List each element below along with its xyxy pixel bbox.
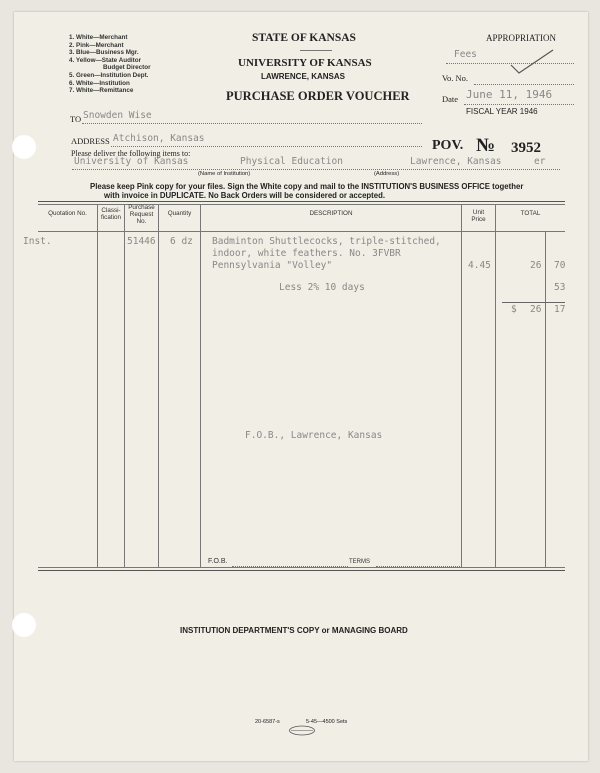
voucher-sheet [14,12,588,761]
order-number: 3952 [511,140,541,156]
vendor-address: Atchison, Kansas [113,133,205,144]
legend-item: 2. Pink—Merchant [69,41,124,49]
subtotal-rule [502,302,565,303]
address-caption: (Address) [374,171,400,177]
table-bottom-rule [38,567,565,568]
vo-no-line [474,84,574,85]
col-divider [97,204,98,567]
fiscal-year: FISCAL YEAR 1946 [466,107,538,116]
col-header-quotation: Quotation No. [48,210,87,217]
fob-label: F.O.B. [208,558,228,565]
terms-line [376,566,462,567]
legend-item: 5. Green—Institution Dept. [69,71,149,79]
copy-legend [69,34,151,95]
legend-item: Budget Director [103,64,151,72]
legend-item: 1. White—Merchant [69,34,128,41]
instructions-line-2: with invoice in DUPLICATE. No Back Orders will be considered or accepted. [104,191,386,200]
print-code-left: 20-6587-s [255,719,280,725]
deliver-instruction: Please deliver the following items to: [71,149,191,158]
table-header-rule [38,231,565,232]
col-divider [158,204,159,567]
col-header-quantity: Quantity [167,210,192,217]
form-title: PURCHASE ORDER VOUCHER [226,89,410,103]
address-line [111,146,422,147]
university-heading: UNIVERSITY OF KANSAS [238,57,372,69]
fob-note: F.O.B., Lawrence, Kansas [245,430,383,441]
col-header-purchase-request: Purchase Request No. [128,204,155,225]
item-description-line: indoor, white feathers. No. 3FVBR [212,248,401,259]
union-label-icon [288,725,316,736]
item-unit-price: 4.45 [468,260,491,271]
print-code-right: 5-45—4500 Sets [306,719,348,725]
to-line [82,123,422,124]
col-divider [545,232,546,567]
table-top-rule-2 [38,204,565,205]
item-description-line: Badminton Shuttlecocks, triple-stitched, [212,236,441,247]
item-total-cents: 70 [554,260,566,271]
item-discount-note: Less 2% 10 days [279,282,365,293]
col-divider [461,204,462,567]
col-header-total: TOTAL [520,210,541,217]
legend-item: 6. White—Institution [69,79,130,87]
col-divider [495,204,496,567]
pov-label: POV. [432,138,464,153]
department-name: Physical Education [240,156,343,167]
state-heading: STATE OF KANSAS [252,32,356,44]
date-value: June 11, 1946 [466,88,553,101]
net-dollar-sign: $ [511,304,517,315]
appropriation-label: APPROPRIATION [486,33,557,43]
vo-no-label: Vo. No. [442,73,469,83]
institution-caption: (Name of Institution) [198,171,251,177]
table-top-rule [38,201,565,202]
item-description-line: Pennsylvania "Volley" [212,260,333,271]
institution-line [72,169,560,170]
to-label: TO [70,114,82,124]
address-label: ADDRESS [71,136,110,146]
checkmark-icon [509,48,555,76]
item-total-dollars: 26 [530,260,542,271]
institution-suffix: er [534,156,546,167]
item-request-no: 51446 [127,236,156,247]
legend-item: 3. Blue—Business Mgr. [69,49,139,57]
col-divider [124,204,125,567]
col-header-unit-price: Unit Price [471,209,486,223]
order-no-label: № [476,135,496,156]
instructions-line-1: Please keep Pink copy for your files. Sign the White copy and mail to the INSTITUTION'S BUSINESS OFFICE together [90,182,524,191]
copy-designation: INSTITUTION DEPARTMENT'S COPY or MANAGING BOARD [180,626,408,635]
col-divider [200,204,201,567]
item-quantity: 6 dz [170,236,193,247]
date-label: Date [442,94,459,104]
institution-city: Lawrence, Kansas [410,156,502,167]
city-heading: LAWRENCE, KANSAS [261,72,346,81]
legend-item: 4. Yellow—State Auditor [69,56,142,64]
table-bottom-rule-2 [38,570,565,571]
item-discount-cents: 53 [554,282,566,293]
col-header-classification: Classi- fication [101,207,121,221]
col-header-description: DESCRIPTION [309,210,353,217]
punch-hole-bottom [12,613,36,637]
date-line [464,104,574,105]
terms-label: TERMS [349,559,370,565]
item-quotation: Inst. [23,236,52,247]
net-total-dollars: 26 [530,304,542,315]
fob-line [232,566,348,567]
heading-rule [300,50,332,51]
legend-item: 7. White—Remittance [69,87,134,95]
vendor-name: Snowden Wise [83,110,152,121]
appropriation-value: Fees [454,49,477,60]
net-total-cents: 17 [554,304,566,315]
punch-hole-top [12,135,36,159]
institution-name: University of Kansas [74,156,189,167]
